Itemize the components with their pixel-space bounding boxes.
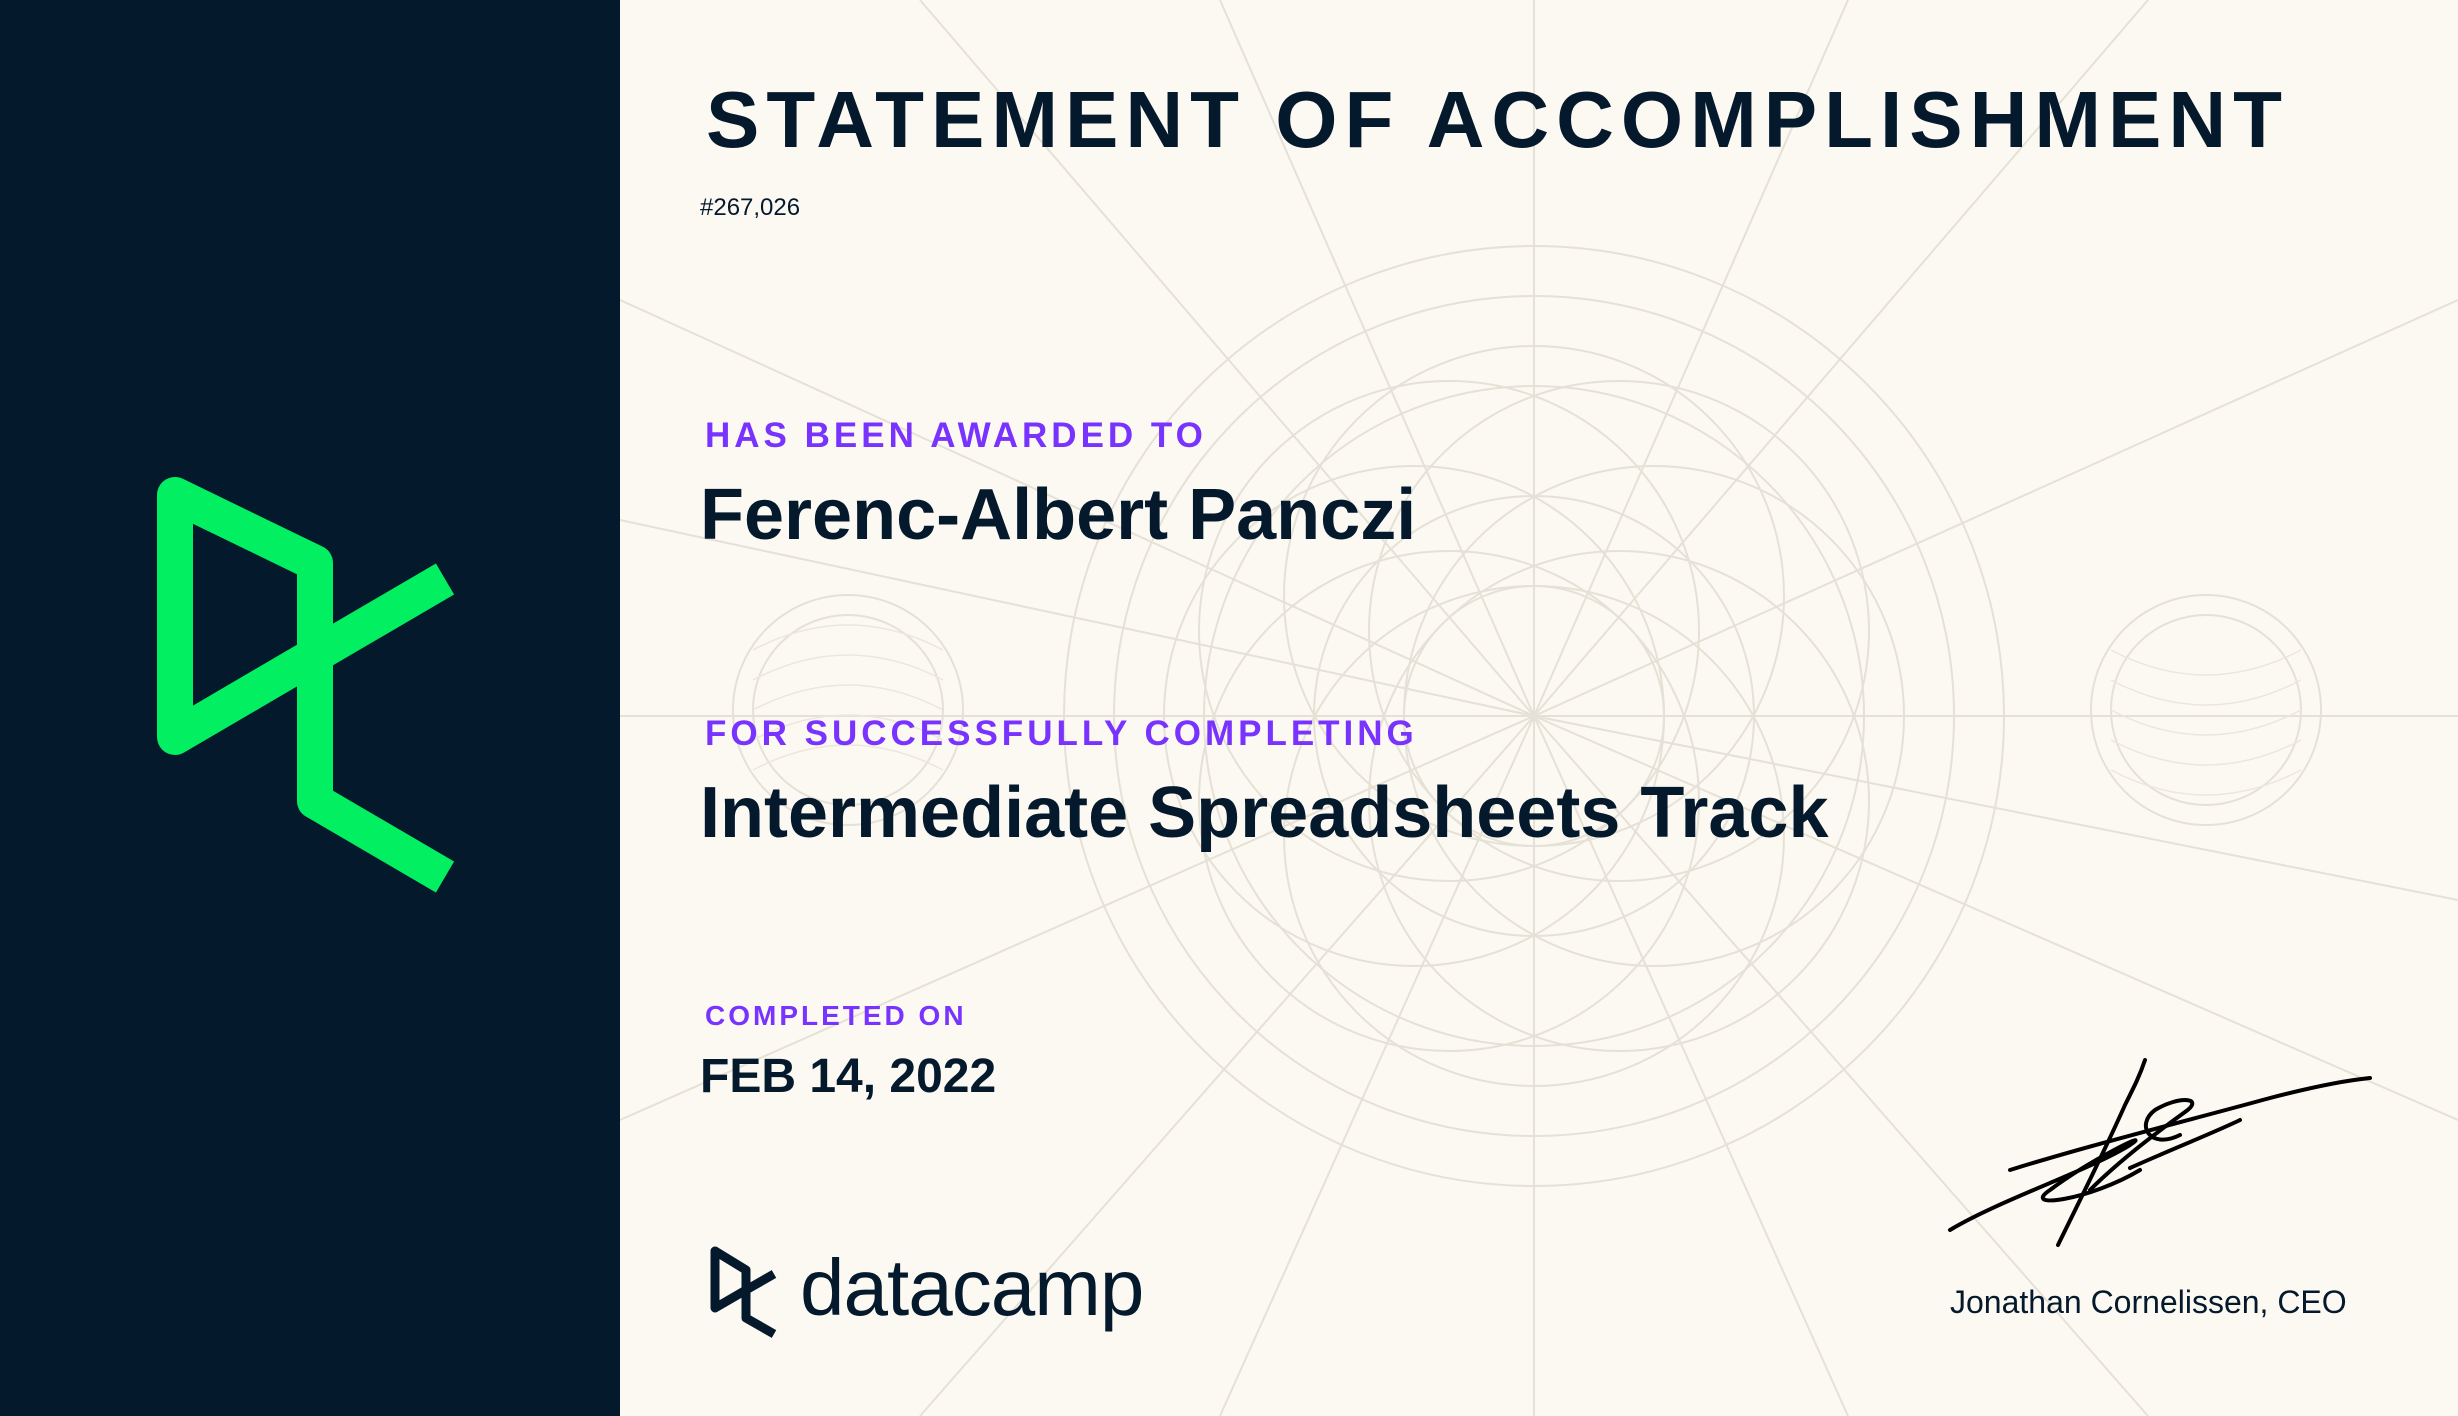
course-name: Intermediate Spreadsheets Track — [700, 773, 1829, 853]
completed-label: COMPLETED ON — [705, 1000, 967, 1031]
handwritten-signature — [1940, 1050, 2380, 1260]
recipient-name: Ferenc-Albert Panczi — [700, 475, 1417, 555]
datacamp-logo-icon — [145, 475, 480, 910]
completed-date: FEB 14, 2022 — [700, 1050, 997, 1103]
awarded-label: HAS BEEN AWARDED TO — [705, 416, 1207, 455]
certificate-title: STATEMENT OF ACCOMPLISHMENT — [706, 75, 2289, 164]
datacamp-mark-icon — [708, 1246, 778, 1340]
signer-name: Jonathan Cornelissen, CEO — [1950, 1284, 2347, 1320]
datacamp-brand — [708, 1240, 1228, 1340]
certificate-id: #267,026 — [700, 194, 801, 221]
completing-label: FOR SUCCESSFULLY COMPLETING — [705, 714, 1418, 753]
datacamp-wordmark: datacamp — [800, 1243, 1144, 1332]
brand-sidebar — [0, 0, 620, 1416]
certificate-body — [620, 0, 2458, 1416]
